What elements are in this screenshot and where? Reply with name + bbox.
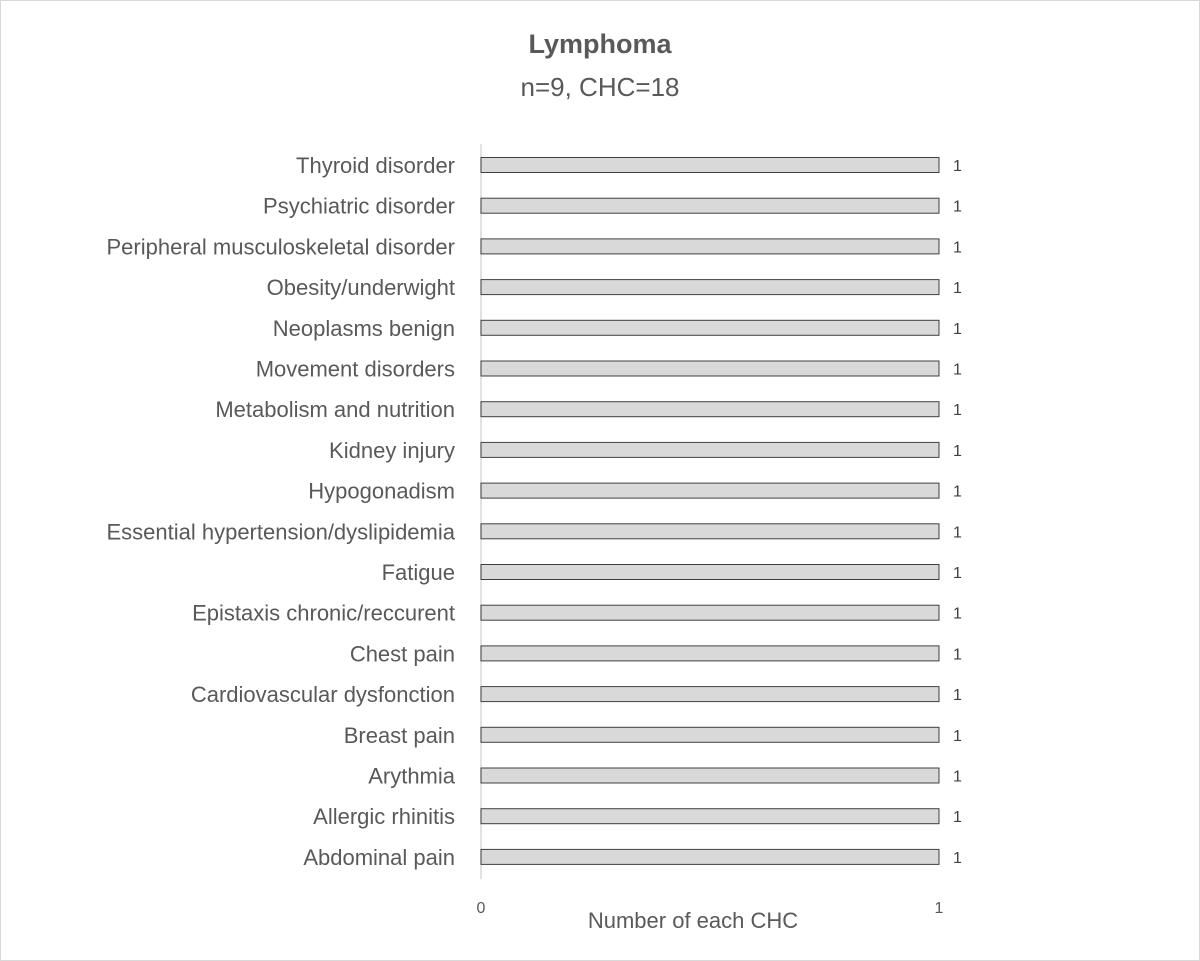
bars-group	[481, 158, 939, 865]
data-label: 1	[953, 239, 962, 257]
data-label: 1	[953, 809, 962, 827]
chart-subtitle: n=9, CHC=18	[520, 72, 680, 102]
data-label: 1	[953, 198, 962, 216]
data-label: 1	[953, 768, 962, 786]
bar	[481, 280, 939, 295]
bar	[481, 849, 939, 864]
data-label: 1	[953, 320, 962, 338]
bar	[481, 442, 939, 457]
category-label: Allergic rhinitis	[313, 804, 455, 830]
data-label: 1	[953, 402, 962, 420]
category-label: Peripheral musculoskeletal disorder	[106, 234, 455, 260]
bar	[481, 687, 939, 702]
data-label: 1	[953, 361, 962, 379]
category-label: Cardiovascular dysfonction	[190, 682, 455, 708]
bar	[481, 320, 939, 335]
category-label: Neoplasms benign	[272, 315, 455, 341]
data-label: 1	[953, 280, 962, 298]
bar	[481, 158, 939, 173]
bar	[481, 727, 939, 742]
bar	[481, 646, 939, 661]
bar	[481, 524, 939, 539]
bar	[481, 768, 939, 783]
category-label: Breast pain	[343, 722, 455, 748]
category-label: Obesity/underwight	[266, 275, 455, 301]
bar	[481, 605, 939, 620]
data-label: 1	[953, 727, 962, 745]
chart-title: Lymphoma	[528, 29, 672, 59]
data-label: 1	[953, 158, 962, 175]
category-label: Epistaxis chronic/reccurent	[192, 600, 455, 626]
bar	[481, 361, 939, 376]
x-tick-label: 0	[476, 900, 486, 917]
bar	[481, 809, 939, 824]
category-label: Psychiatric disorder	[263, 193, 455, 219]
category-label: Hypogonadism	[308, 478, 455, 504]
data-label: 1	[953, 565, 962, 582]
x-tick-label: 1	[934, 900, 944, 917]
category-label: Thyroid disorder	[296, 153, 455, 178]
data-label: 1	[953, 849, 962, 867]
data-label: 1	[953, 687, 962, 705]
bar	[481, 402, 939, 417]
bar	[481, 239, 939, 254]
category-label: Essential hypertension/dyslipidemia	[106, 519, 455, 545]
x-axis-title: Number of each CHC	[587, 908, 799, 933]
category-label: Abdominal pain	[303, 844, 455, 870]
bar	[481, 198, 939, 213]
bar	[481, 483, 939, 498]
data-label: 1	[953, 605, 962, 623]
data-label: 1	[953, 646, 962, 664]
data-labels	[953, 158, 962, 867]
data-label: 1	[953, 524, 962, 542]
category-label: Chest pain	[349, 641, 455, 667]
data-label: 1	[953, 442, 962, 460]
category-label: Kidney injury	[329, 437, 455, 463]
category-label: Arythmia	[368, 763, 455, 789]
category-label: Fatigue	[381, 560, 455, 585]
bar-chart	[1, 1, 1199, 960]
data-label: 1	[953, 483, 962, 501]
bar	[481, 565, 939, 580]
category-label: Movement disorders	[255, 356, 455, 382]
category-labels	[106, 153, 455, 870]
category-label: Metabolism and nutrition	[215, 397, 455, 423]
